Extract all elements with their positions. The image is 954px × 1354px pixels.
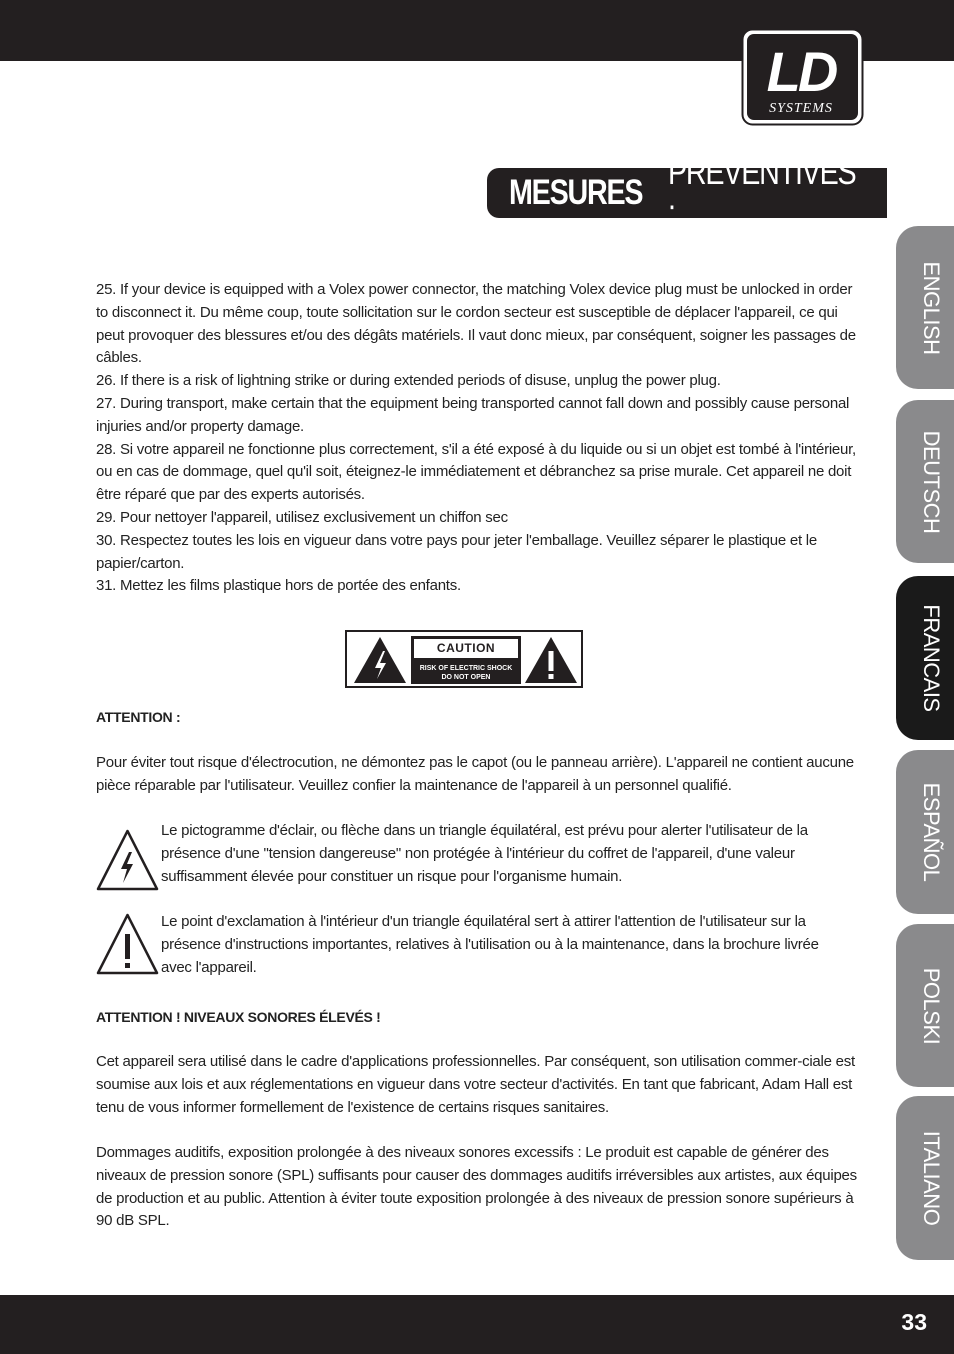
page-title	[487, 153, 887, 232]
instruction-item: 28. Si votre appareil ne fonctionne plus correctement, s'il a été exposé à du liquide ou si un objet est tombé à l'intérieur, ou en cas de dommage, quel qu'il soit, éteignez-le immédiatement et débranchez sa prise murale. Cet appareil ne doit être réparé que par des experts autorisés.	[96, 440, 856, 504]
sound-heading: ATTENTION ! NIVEAUX SONORES ÉLEVÉS !	[96, 1009, 381, 1025]
exclamation-warning-icon	[523, 635, 579, 685]
tab-deutsch[interactable]	[896, 400, 954, 563]
caution-line: RISK OF ELECTRIC SHOCK	[419, 665, 513, 672]
instruction-item: 26. If there is a risk of lightning strike or during extended periods of disuse, unplug the power plug.	[96, 372, 721, 390]
caution-panel	[411, 636, 521, 684]
tab-label: DEUTSCH	[919, 430, 944, 533]
instruction-item: 31. Mettez les films plastique hors de portée des enfants.	[96, 577, 461, 595]
caution-subtext	[411, 664, 521, 682]
lightning-warning-icon	[352, 635, 408, 685]
attention-text: Pour éviter tout risque d'électrocution, ne démontez pas le capot (ou le panneau arrière). L'appareil ne contient aucune pièce réparable par l'utilisateur. Veuillez confier la maintenance de l'appareil à un personnel qualifié.	[96, 754, 854, 794]
instructions-list	[96, 279, 858, 598]
logo-subtext: SYSTEMS	[769, 101, 833, 116]
caution-line: DO NOT OPEN	[441, 674, 491, 681]
attention-heading: ATTENTION :	[96, 709, 181, 725]
lightning-description: Le pictogramme d'éclair, ou flèche dans un triangle équilatéral, est prévu pour alerter l'utilisateur de la présence d'une "tension dangereuse" non protégée à l'intérieur du coffret de l'appareil, d'une valeur suffisamment élevée pour constituer un risque pour l'organisme humain.	[161, 822, 808, 885]
lightning-triangle-icon	[96, 828, 159, 891]
footer-bar	[0, 1295, 954, 1354]
tab-label: FRANCAIS	[919, 604, 944, 712]
page-number: 33	[901, 1309, 927, 1335]
tab-label: ITALIANO	[919, 1130, 944, 1226]
tab-english[interactable]	[896, 226, 954, 389]
instruction-item: 25. If your device is equipped with a Volex power connector, the matching Volex device plug must be unlocked in order to disconnect it. Du même coup, toute sollicitation sur le cordon secteur est susceptible de déplacer l'appareil, ce qui peut provoquer des blessures et/ou des dégâts matériels. Il vaut donc mieux, par conséquent, soigner les passages de câbles.	[96, 281, 856, 367]
tab-polski[interactable]	[896, 924, 954, 1087]
exclamation-description: Le point d'exclamation à l'intérieur d'un triangle équilatéral sert à attirer l'attention de l'utilisateur sur la présence d'instructions importantes, relatives à l'utilisation ou à la maintenance, dans la brochure livrée avec l'appareil.	[161, 913, 819, 976]
instruction-item: 30. Respectez toutes les lois en vigueur dans votre pays pour jeter l'emballage. Veuillez séparer le plastique et le papier/carton.	[96, 531, 817, 572]
ld-systems-logo	[741, 28, 864, 126]
tab-label: ENGLISH	[919, 260, 944, 355]
tab-francais[interactable]	[896, 576, 954, 740]
tab-label: ESPAÑOL	[919, 782, 944, 882]
page-title-rest: PRÉVENTIVES :	[667, 153, 856, 232]
sound-paragraph: Cet appareil sera utilisé dans le cadre d'applications professionnelles. Par conséquent, son utilisation commer-ciale est soumise aux lois et aux réglementations en vigueur dans votre secteur d'activités. En tant que fabricant, Adam Hall est tenu de vous informer formellement de l'existence de certains risques sanitaires.	[96, 1053, 855, 1116]
sound-paragraph: Dommages auditifs, exposition prolongée à des niveaux sonores excessifs : Le produit est capable de générer des niveaux de pression sonore (SPL) suffisants pour causer des dommages auditifs irréversibles aux artistes, aux équipes de production et au public. Attention à éviter toute exposition prolongée à des niveaux de pression sonore supérieurs à 90 dB SPL.	[96, 1144, 857, 1230]
caution-label	[345, 630, 583, 688]
instruction-item: 29. Pour nettoyer l'appareil, utilisez exclusivement un chiffon sec	[96, 508, 508, 526]
caution-title: CAUTION	[414, 639, 518, 658]
tab-italiano[interactable]	[896, 1096, 954, 1260]
exclamation-triangle-icon	[96, 912, 159, 975]
tab-espanol[interactable]	[896, 750, 954, 914]
instruction-item: 27. During transport, make certain that the equipment being transported cannot fall down and possibly cause personal injuries and/or property damage.	[96, 394, 850, 435]
logo-text: LD	[766, 40, 836, 103]
page-title-bold: MESURES	[509, 173, 643, 212]
tab-label: POLSKI	[919, 967, 944, 1044]
